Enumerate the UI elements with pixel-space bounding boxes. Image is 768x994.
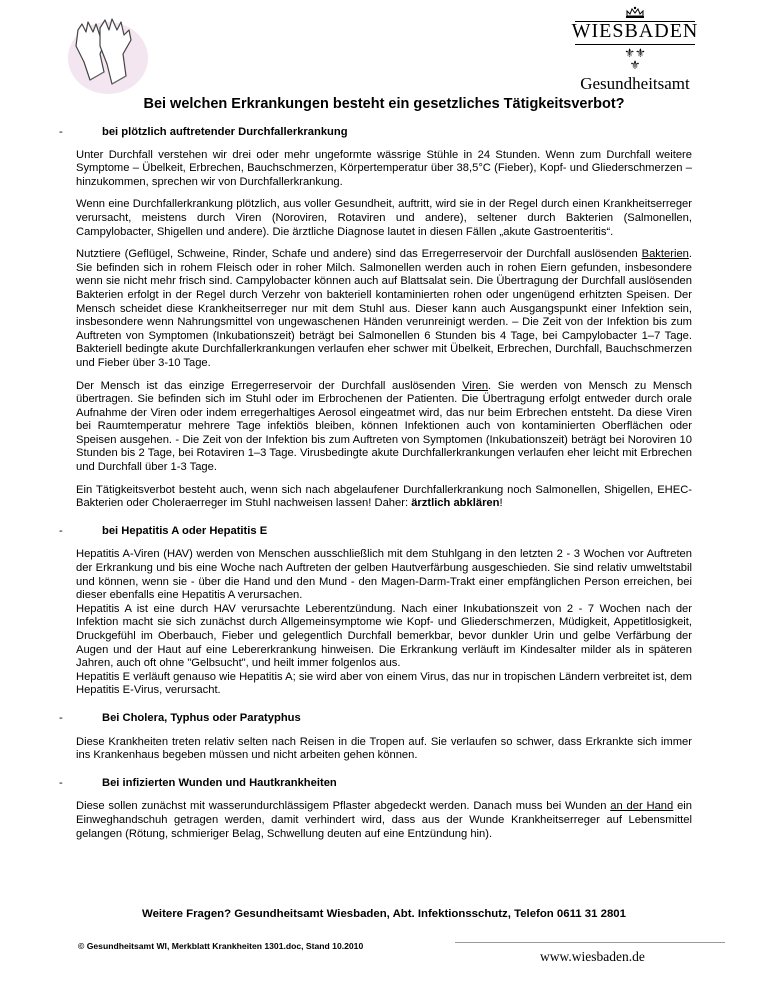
copyright-note: © Gesundheitsamt WI, Merkblatt Krankheiten 1301.doc, Stand 10.2010 (78, 941, 364, 951)
bullet-dash: - (59, 524, 63, 537)
contact-line: Weitere Fragen? Gesundheitsamt Wiesbaden, Abt. Infektionsschutz, Telefon 0611 31 2801 (142, 908, 626, 920)
heading-text: Bei infizierten Wunden und Hautkrankheiten (102, 776, 337, 789)
section-heading-durchfall (59, 126, 692, 140)
underlined-term-an-der-hand: an der Hand (610, 800, 674, 813)
footer-divider (455, 942, 725, 943)
bullet-dash: - (59, 776, 63, 789)
paragraph: Hepatitis E verläuft genauso wie Hepatitis A; sie wird aber von einem Virus, das nur in tropischen Ländern verbreitet ist, dem Hepatitis E-Virus, verursacht. (76, 670, 692, 697)
section-heading-wunden (59, 776, 692, 791)
bullet-dash: - (59, 126, 63, 138)
paragraph: Wenn eine Durchfallerkrankung plötzlich, aus voller Gesundheit, auftritt, wird sie in der Regel durch einen Krankheitserreger verursacht, meistens durch Viren (Noroviren, Rotaviren und andere), seltener durch Bakterien (Salmonellen, Campylobacter, Shigellen und andere). Die ärztliche Diagnose lautet in diesen Fällen „akute Gastroenteritis“. (76, 198, 692, 238)
crown-icon (624, 6, 646, 20)
paragraph: Unter Durchfall verstehen wir drei oder mehr ungeformte wässrige Stühle in 24 Stunden. Wenn zum Durchfall weitere Symptome – Übelkeit, Erbrechen, Bauchschmerzen, Körpertemperatur über 38,5°C (Fieber), Kopf- und Gliederschmerzen – hinzukommen, sprechen wir von Durchfallerkrankung. (76, 148, 692, 188)
logo-city-name: WIESBADEN (571, 20, 699, 42)
paragraph: Hepatitis A ist eine durch HAV verursachte Leberentzündung. Nach einer Inkubationszeit von 2 - 7 Wochen nach der Infektion macht sie sich zunächst durch Allgemeinsymptome wie Kopf- und Gliederschmerzen, Müdigkeit, Appetitlosigkeit, Druckgefühl im Oberbauch, Fieber und gelegentlich Durchfall bemerkbar, bevor dunkler Urin und gelbe Verfärbung der Augen und der Haut auf eine Lebererkrankung hinweisen. Die Erkrankung verläuft im Kindesalter milder als in späteren Jahren, auch oft ohne "Gelbsucht", und heilt immer folgenlos aus. (76, 602, 692, 670)
heading-text: bei plötzlich auftretender Durchfallerkrankung (102, 126, 348, 138)
section-heading-hepatitis (59, 524, 692, 539)
paragraph: Ein Tätigkeitsverbot besteht auch, wenn sich nach abgelaufener Durchfallerkrankung noch Salmonellen, Shigellen, EHEC-Bakterien oder Choleraerreger im Stuhl nachweisen lassen! Daher: ärztlich abklären! (76, 483, 692, 510)
emphasis-aerztlich-abklaeren: ärztlich abklären (411, 497, 500, 510)
section-heading-cholera (59, 711, 692, 726)
paragraph: Hepatitis A-Viren (HAV) werden von Menschen ausschließlich mit dem Stuhlgang in den letzten 2 - 3 Wochen vor Auftreten der Erkrankung und bis eine Woche nach Auftreten der gelben Hautverfärbung ausgeschieden. Sie sind relativ umweltstabil und können, wenn sie - über die Hand und den Mund - den Magen-Darm-Trakt einer empfänglichen Person erreichen, bei dieser ebenfalls eine Hepatitis A verursachen. (76, 548, 692, 602)
heading-text: Bei Cholera, Typhus oder Paratyphus (102, 711, 301, 724)
website-link[interactable]: www.wiesbaden.de (540, 949, 645, 964)
document-body (59, 126, 693, 850)
paragraph: Diese sollen zunächst mit wasserundurchlässigem Pflaster abgedeckt werden. Danach muss bei Wunden an der Hand ein Einweghandschuh getragen werden, damit verhindert wird, dass aus der Wunde Krankheitserreger auf Lebensmittel gelangen (Rötung, schmieriger Belag, Schwellung deuten auf eine Entzündung hin). (76, 800, 693, 840)
heading-text: bei Hepatitis A oder Hepatitis E (102, 524, 268, 537)
page-title: Bei welchen Erkrankungen besteht ein gesetzliches Tätigkeitsverbot? (143, 96, 625, 112)
paragraph: Diese Krankheiten treten relativ selten nach Reisen in die Tropen auf. Sie verlaufen so schwer, dass Erkrankte sich immer ins Krankenhaus begeben müssen und nicht arbeiten gehen können. (76, 735, 692, 762)
logo-rule-bottom (575, 44, 695, 45)
fleur-de-lis-icon: ⚜⚜ ⚜ (624, 46, 646, 72)
wiesbaden-gesundheitsamt-logo (560, 6, 710, 96)
paragraph: Der Mensch ist das einzige Erregerreservoir der Durchfall auslösenden Viren. Sie werden von Mensch zu Mensch übertragen. Sie befinden sich im Stuhl oder im Erbrochenen der Patienten. Die Übertragung erfolgt entweder durch orale Aufnahme der Viren oder indem erregerhaltiges Aerosol eingeatmet wird, das nur beim Erbrechen entsteht. Da diese Viren bei Raumtemperatur mehrere Tage infektiös bleiben, können Infektionen auch von kontaminierten Oberflächen oder Speisen ausgehen. - Die Zeit von der Infektion bis zum Auftreten von Symptomen (Inkubationszeit) beträgt bei Noroviren 10 Stunden bis 2 Tage, bei Rotaviren 1–3 Tage. Virusbedingte akute Durchfallerkrankungen verlaufen eher leicht mit Erbrechen und Durchfall über 1-3 Tage. (76, 379, 692, 474)
bullet-dash: - (59, 711, 63, 724)
rubber-gloves-icon (60, 10, 160, 100)
paragraph: Nutztiere (Geflügel, Schweine, Rinder, Schafe und andere) sind das Erregerreservoir der Durchfall auslösenden Bakterien. Sie befinden sich in rohem Fleisch oder in roher Milch. Salmonellen werden auch in rohen Eiern gefunden, insbesondere wenn sie nicht mehr frisch sind. Campylobacter können auch auf Blattsalat sein. Die Übertragung der Durchfall auslösenden Bakterien erfolgt in der Regel durch Verzehr von bakteriell kontaminierten rohen oder ungenügend erhitzten Speisen. Der Mensch scheidet diese Krankheitserreger nur mit dem Stuhl aus. Dieser kann auch Ausgangspunkt einer Infektion sein, insbesondere wenn Nahrungsmittel von ungewaschenen Händen verunreinigt werden. – Die Zeit von der Infektion bis zum Auftreten von Symptomen (Inkubationszeit) beträgt bei Salmonellen 6 Stunden bis 4 Tage, bei Campylobacter 1–7 Tage. Bakteriell bedingte akute Durchfallerkrankungen verlaufen eher schwer mit Übelkeit, Erbrechen, Durchfall, Bauchschmerzen und Fieber über 3-10 Tage. (76, 248, 692, 369)
underlined-term-viren: Viren (462, 379, 489, 392)
logo-department-name: Gesundheitsamt (580, 74, 690, 93)
underlined-term-bakterien: Bakterien (641, 248, 689, 261)
